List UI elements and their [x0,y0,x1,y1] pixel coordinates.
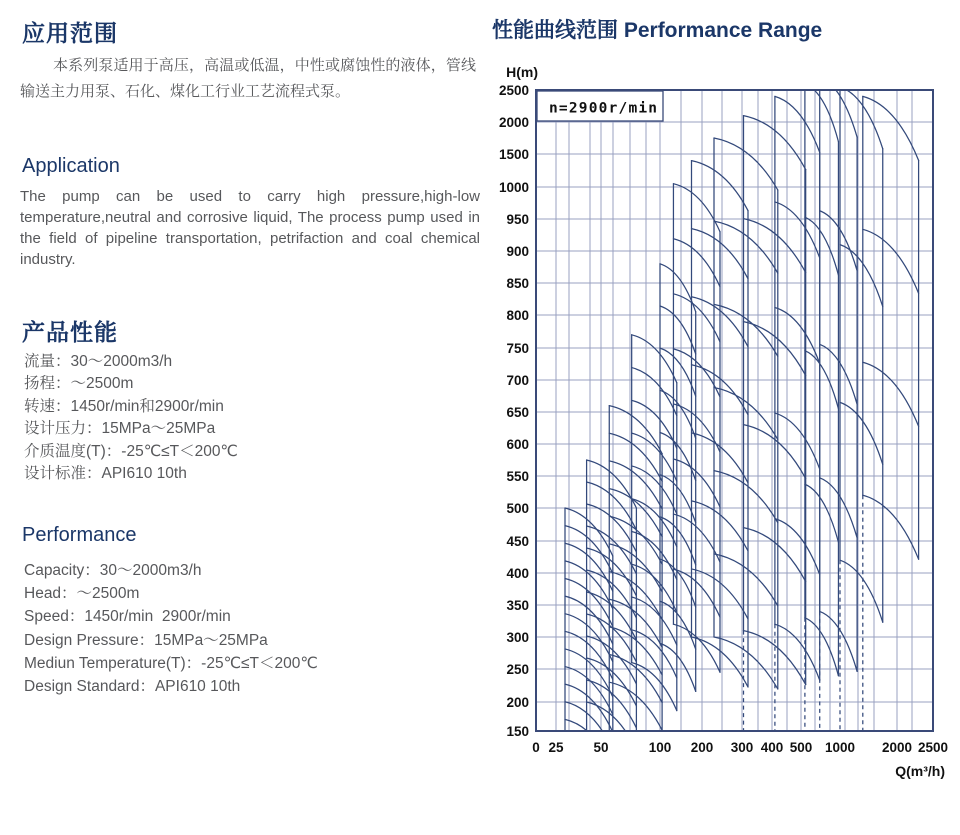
svg-text:0: 0 [532,740,540,755]
spec-pressure-zh: 设计压力：15MPa～25MPa [24,420,216,438]
svg-text:2000: 2000 [881,740,913,755]
svg-text:1500: 1500 [498,147,529,162]
spec-temperature-zh: 介质温度(T)：-25℃≤T＜200℃ [24,442,238,460]
svg-text:600: 600 [506,437,529,452]
svg-text:200: 200 [506,695,529,710]
svg-text:H(m): H(m) [506,64,538,80]
svg-text:950: 950 [506,212,529,227]
svg-text:2500: 2500 [917,740,949,755]
svg-text:300: 300 [506,630,529,645]
svg-text:750: 750 [506,341,529,356]
spec-head-en: Head：～2500m [24,585,140,603]
performance-zh-heading: 产品性能 [22,319,118,345]
spec-speed-en: Speed：1450r/min 2900r/min [24,608,231,626]
svg-text:500: 500 [789,740,813,755]
performance-en-heading: Performance [22,524,137,546]
svg-text:50: 50 [593,740,609,755]
chart-title: 性能曲线范围 Performance Range [492,19,823,42]
chart-frame [536,90,933,731]
svg-text:n=2900r/min: n=2900r/min [549,100,659,117]
svg-text:2000: 2000 [498,115,529,130]
svg-text:450: 450 [506,534,529,549]
svg-text:200: 200 [690,740,714,755]
svg-text:900: 900 [506,244,529,259]
svg-text:250: 250 [506,662,529,677]
svg-text:700: 700 [506,373,529,388]
svg-text:1000: 1000 [498,180,529,195]
application-zh-body: 本系列泵适用于高压，高温或低温，中性或腐蚀性的液体，管线输送主力用泵、石化、煤化工行业工艺流程式泵。 [20,57,476,100]
application-en-heading: Application [22,155,120,177]
spec-temperature-en: Mediun Temperature(T)：-25℃≤T＜200℃ [24,654,318,672]
svg-text:1000: 1000 [824,740,856,755]
svg-text:850: 850 [506,276,529,291]
spec-speed-zh: 转速：1450r/min和2900r/min [24,397,224,415]
spec-standard-en: Design Standard：API610 10th [24,678,241,696]
spec-capacity-en: Capacity：30～2000m3/h [24,562,202,579]
chart-gridlines [536,90,933,731]
svg-text:550: 550 [506,469,529,484]
svg-text:800: 800 [506,308,529,323]
svg-text:Q(m³/h): Q(m³/h) [895,763,945,779]
svg-text:25: 25 [548,740,564,755]
svg-text:300: 300 [730,740,754,755]
svg-text:2500: 2500 [498,83,529,98]
svg-text:150: 150 [506,724,529,739]
spec-capacity-zh: 流量：30～2000m3/h [24,353,173,370]
svg-text:350: 350 [506,598,529,613]
svg-text:500: 500 [506,501,529,516]
spec-head-zh: 扬程：～2500m [24,375,134,393]
svg-text:400: 400 [760,740,784,755]
spec-pressure-en: Design Pressure：15MPa～25MPa [24,631,268,649]
application-en-body: The pump can be used to carry high pressure,high-low temperature,neutral and corrosive liquid, The process pump used in the field of pipeline transportation, petrifaction and coal chemical industry. [20,188,480,268]
svg-text:650: 650 [506,405,529,420]
axis-tick-labels [499,64,948,779]
svg-text:400: 400 [506,566,529,581]
speed-annotation-box [537,91,663,121]
svg-text:100: 100 [648,740,672,755]
application-zh-heading: 应用范围 [22,20,118,46]
spec-standard-zh: 设计标准：API610 10th [24,465,187,483]
